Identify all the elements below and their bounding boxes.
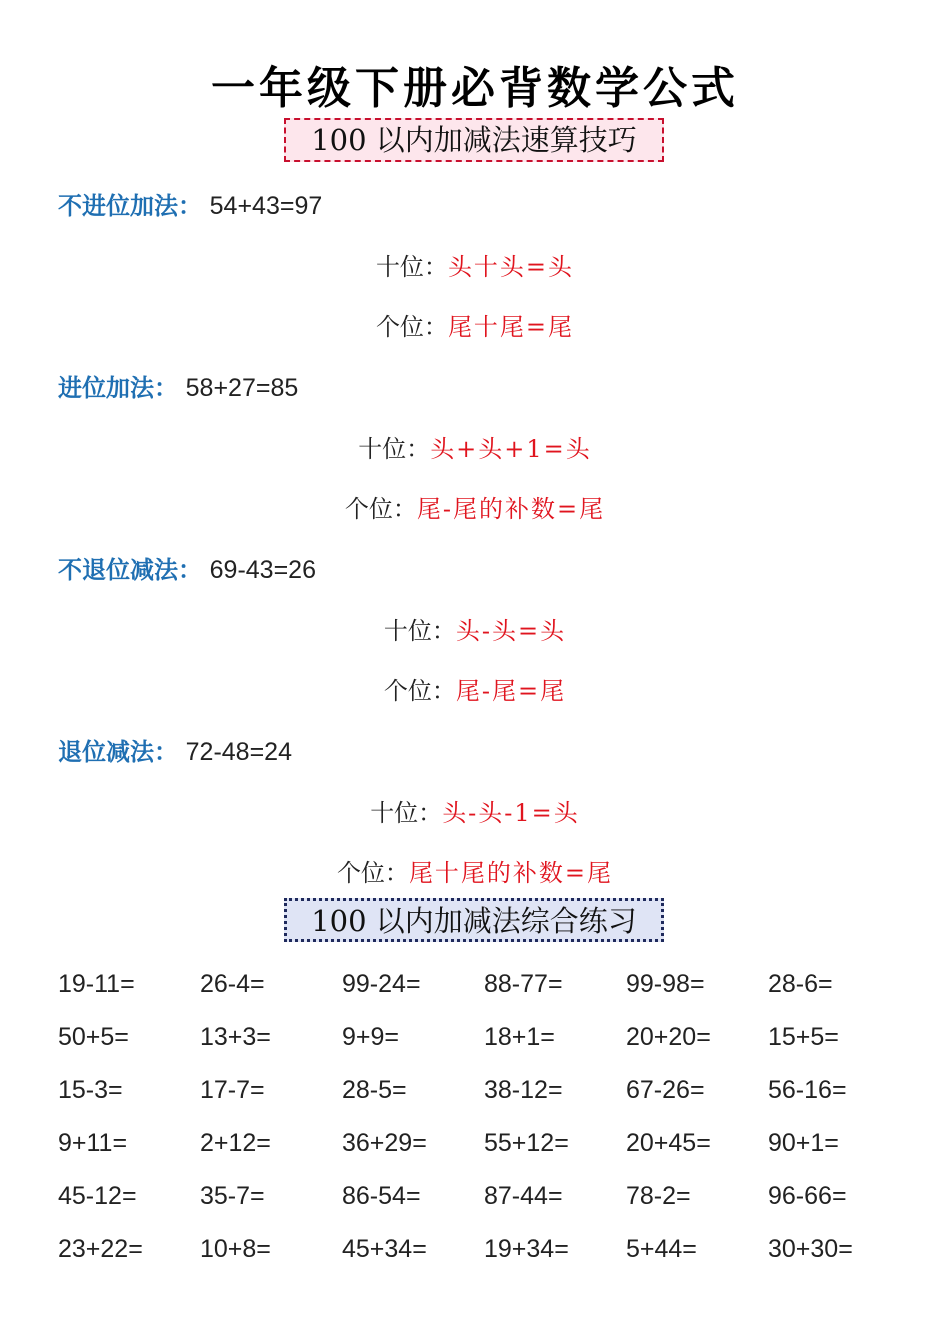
- tens-formula: 头-头-1=头: [442, 799, 580, 827]
- method-colon: ：: [178, 192, 202, 220]
- practice-problem: 35-7=: [200, 1182, 265, 1210]
- practice-problem: 36+29=: [342, 1129, 427, 1157]
- practice-problem: 30+30=: [768, 1235, 853, 1263]
- practice-problem: 45+34=: [342, 1235, 427, 1263]
- practice-problem: 17-7=: [200, 1076, 265, 1104]
- ones-rule: [0, 671, 950, 706]
- tens-formula: 头-头=头: [455, 617, 567, 645]
- practice-problem: 15-3=: [58, 1076, 123, 1104]
- practice-row: [58, 1223, 918, 1276]
- method-heading: [58, 732, 292, 767]
- ones-formula: 尾-尾的补数=尾: [416, 495, 606, 523]
- practice-problem: 18+1=: [484, 1023, 555, 1051]
- ones-label: 个位：: [383, 677, 456, 705]
- practice-row: [58, 1011, 918, 1064]
- ones-label: 个位：: [375, 313, 448, 341]
- tens-label: 十位：: [375, 253, 448, 281]
- practice-problem: 90+1=: [768, 1129, 839, 1157]
- practice-row: [58, 1064, 918, 1117]
- practice-problem: 2+12=: [200, 1129, 271, 1157]
- practice-problem: 67-26=: [626, 1076, 705, 1104]
- method-heading: [58, 550, 316, 585]
- section-title-speed-tips: 100 以内加减法速算技巧: [284, 118, 664, 162]
- practice-problem: 23+22=: [58, 1235, 143, 1263]
- ones-label: 个位：: [344, 495, 417, 523]
- practice-row: [58, 958, 918, 1011]
- ones-formula: 尾-尾=尾: [455, 677, 567, 705]
- practice-row: [58, 1170, 918, 1223]
- method-heading: [58, 368, 298, 403]
- tens-rule: [0, 429, 950, 464]
- practice-problem: 28-5=: [342, 1076, 407, 1104]
- tens-formula: 头+头+1=头: [430, 435, 592, 463]
- method-example: 72-48=24: [185, 738, 292, 766]
- practice-problem: 28-6=: [768, 970, 833, 998]
- practice-row: [58, 1117, 918, 1170]
- practice-problem: 20+20=: [626, 1023, 711, 1051]
- method-name: 退位减法: [58, 737, 154, 766]
- practice-problem: 55+12=: [484, 1129, 569, 1157]
- practice-problem: 10+8=: [200, 1235, 271, 1263]
- tens-formula: 头十头=头: [447, 253, 575, 281]
- method-name: 不进位加法: [58, 191, 178, 220]
- practice-problem: 56-16=: [768, 1076, 847, 1104]
- practice-problem: 9+11=: [58, 1129, 128, 1157]
- practice-problem: 88-77=: [484, 970, 563, 998]
- practice-problem: 19+34=: [484, 1235, 569, 1263]
- ones-label: 个位：: [336, 859, 409, 887]
- practice-problem: 96-66=: [768, 1182, 847, 1210]
- ones-formula: 尾十尾的补数=尾: [408, 859, 614, 887]
- section-title-practice: 100 以内加减法综合练习: [284, 898, 664, 942]
- practice-problem: 50+5=: [58, 1023, 129, 1051]
- practice-problem: 13+3=: [200, 1023, 271, 1051]
- practice-problem: 78-2=: [626, 1182, 691, 1210]
- practice-problem: 15+5=: [768, 1023, 839, 1051]
- method-colon: ：: [178, 556, 202, 584]
- method-example: 69-43=26: [209, 556, 316, 584]
- practice-problem: 20+45=: [626, 1129, 711, 1157]
- ones-rule: [0, 853, 950, 888]
- practice-problem: 87-44=: [484, 1182, 563, 1210]
- tens-rule: [0, 611, 950, 646]
- practice-problem: 19-11=: [58, 970, 135, 998]
- tens-label: 十位：: [358, 435, 431, 463]
- tens-label: 十位：: [370, 799, 443, 827]
- practice-problem: 5+44=: [626, 1235, 697, 1263]
- method-example: 54+43=97: [209, 192, 323, 220]
- method-name: 进位加法: [58, 373, 154, 402]
- ones-rule: [0, 489, 950, 524]
- practice-problem: 86-54=: [342, 1182, 421, 1210]
- tens-rule: [0, 247, 950, 282]
- practice-problem: 45-12=: [58, 1182, 137, 1210]
- method-example: 58+27=85: [185, 374, 299, 402]
- method-colon: ：: [154, 738, 178, 766]
- practice-problem: 99-24=: [342, 970, 421, 998]
- tens-rule: [0, 793, 950, 828]
- practice-problem: 9+9=: [342, 1023, 400, 1051]
- practice-problem: 26-4=: [200, 970, 265, 998]
- ones-rule: [0, 307, 950, 342]
- tens-label: 十位：: [383, 617, 456, 645]
- practice-grid: [58, 958, 918, 1276]
- ones-formula: 尾十尾=尾: [447, 313, 575, 341]
- practice-problem: 38-12=: [484, 1076, 563, 1104]
- method-name: 不退位减法: [58, 555, 178, 584]
- page-title: 一年级下册必背数学公式: [211, 63, 739, 114]
- practice-problem: 99-98=: [626, 970, 705, 998]
- method-colon: ：: [154, 374, 178, 402]
- method-heading: [58, 186, 322, 221]
